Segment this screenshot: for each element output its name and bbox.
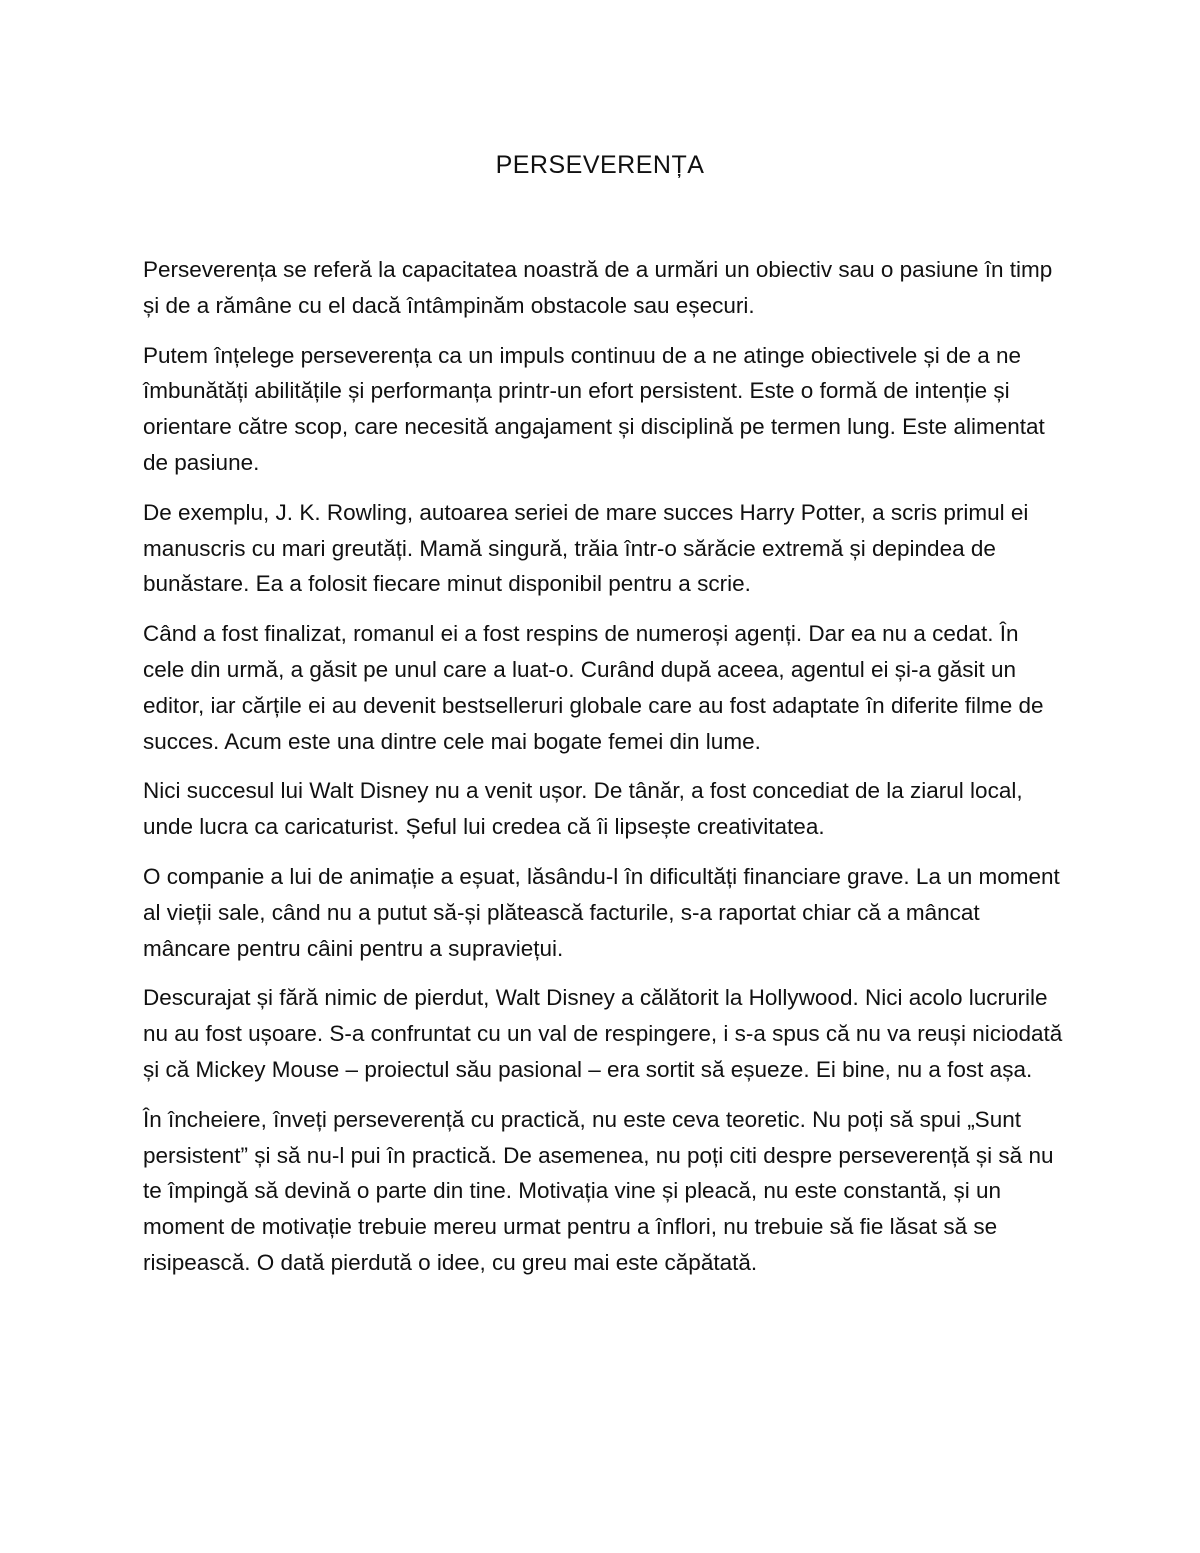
paragraph-disney-failure: O companie a lui de animație a eșuat, lăsându-l în dificultăți financiare grave. La un moment al vieții sale, când nu a putut să-și plătească facturile, s-a raportat chiar că a mâncat mâncare pentru câini pentru a supraviețui. <box>143 863 1060 961</box>
paragraph-conclusion: În încheiere, înveți perseverență cu practică, nu este ceva teoretic. Nu poți să spui „Sunt persistent” și să nu-l pui în practică. De asemenea, nu poți citi despre perseverență și să nu te împingă să devină o parte din tine. Motivația vine și pleacă, nu este constantă, și un moment de motivație trebuie mereu urmat pentru a înflori, nu trebuie să fie lăsat să se risipească. O dată pierdută o idee, cu greu mai este căpătată. <box>143 1106 1054 1275</box>
paragraph-understanding: Putem înțelege perseverența ca un impuls continuu de a ne atinge obiectivele și de a ne îmbunătăți abilitățile și performanța printr-un efort persistent. Este o formă de intenție și orientare către scop, care necesită angajament și disciplină pe termen lung. Este alimentat de pasiune. <box>143 342 1045 475</box>
paragraph-disney-early: Nici succesul lui Walt Disney nu a venit ușor. De tânăr, a fost concediat de la ziarul local, unde lucra ca caricaturist. Șeful lui credea că îi lipsește creativitatea. <box>143 778 1023 840</box>
document-body <box>143 252 1063 1295</box>
paragraph-disney-hollywood: Descurajat și fără nimic de pierdut, Walt Disney a călătorit la Hollywood. Nici acolo lucrurile nu au fost ușoare. S-a confruntat cu un val de respingere, i s-a spus că nu va reuși niciodată și că Mickey Mouse – proiectul său pasional – era sortit să eșueze. Ei bine, nu a fost așa. <box>143 985 1063 1082</box>
paragraph-definition: Perseverența se referă la capacitatea noastră de a urmări un obiectiv sau o pasiune în timp și de a rămâne cu el dacă întâmpinăm obstacole sau eșecuri. <box>143 257 1053 318</box>
paragraph-rowling-success: Când a fost finalizat, romanul ei a fost respins de numeroși agenți. Dar ea nu a cedat. În cele din urmă, a găsit pe unul care a luat-o. Curând după aceea, agentul ei și-a găsit un editor, iar cărțile ei au devenit bestselleruri globale care au fost adaptate în diferite filme de succes. Acum este una dintre cele mai bogate femei din lume. <box>143 621 1044 754</box>
paragraph-rowling-example: De exemplu, J. K. Rowling, autoarea seriei de mare succes Harry Potter, a scris primul ei manuscris cu mari greutăți. Mamă singură, trăia într-o sărăcie extremă și depindea de bunăstare. Ea a folosit fiecare minut disponibil pentru a scrie. <box>143 499 1029 597</box>
document-title: PERSEVERENȚA <box>495 151 705 179</box>
